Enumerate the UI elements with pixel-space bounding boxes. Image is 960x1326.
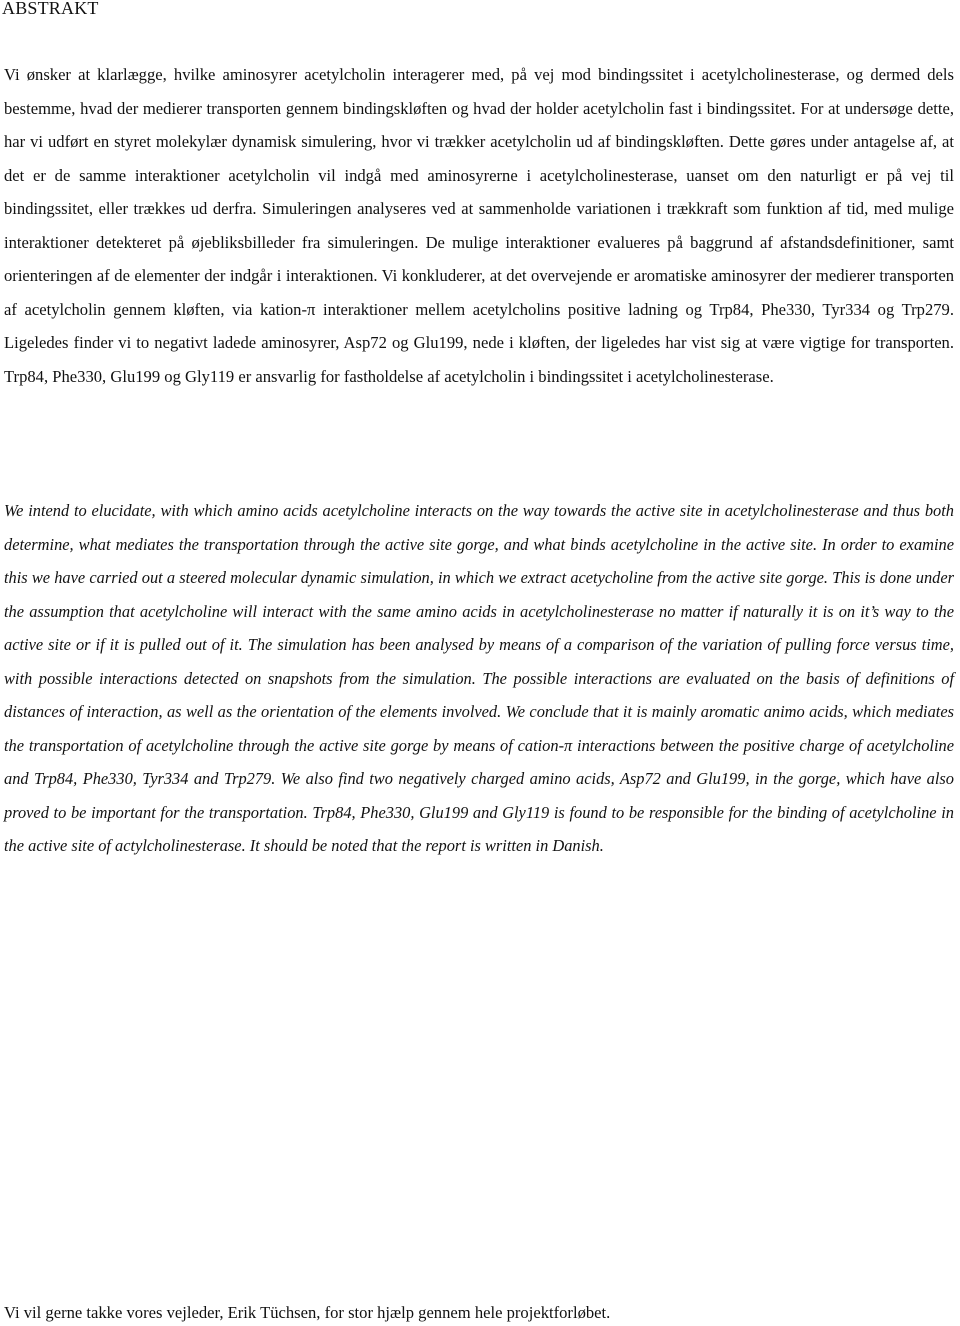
abstract-danish-paragraph: Vi ønsker at klarlægge, hvilke aminosyrer acetylcholin interagerer med, på vej mod bindingssitet i acetylcholinesterase, og dermed dels bestemme, hvad der medierer transporten gennem bindingskløften og hvad der holder acetylcholin fast i bindingssitet. For at undersøge dette, har vi udført en styret molekylær dynamisk simulering, hvor vi trækker acetylcholin ud af bindingskløften. Dette gøres under antagelse af, at det er de samme interaktioner acetylcholin vil indgå med aminosyrerne i acetylcholinesterase, uanset om den naturligt er på vej til bindingssitet, eller trækkes ud derfra. Simuleringen analyseres ved at sammenholde variationen i trækkraft som funktion af tid, med mulige interaktioner detekteret på øjebliksbilleder fra simuleringen. De mulige interaktioner evalueres på baggrund af afstandsdefinitioner, samt orienteringen af de elementer der indgår i interaktionen. Vi konkluderer, at det overvejende er aromatiske aminosyrer der medierer transporten af acetylcholin gennem kløften, via kation-π interaktioner mellem acetylcholins positive ladning og Trp84, Phe330, Tyr334 og Trp279. Ligeledes finder vi to negativt ladede aminosyrer, Asp72 og Glu199, nede i kløften, der ligeledes har vist sig at være vigtige for transporten. Trp84, Phe330, Glu199 og Gly119 er ansvarlig for fastholdelse af acetylcholin i bindingssitet i acetylcholinesterase. (4, 65, 954, 386)
acknowledgement-text: Vi vil gerne takke vores vejleder, Erik Tüchsen, for stor hjælp gennem hele projektforløbet. (4, 1303, 611, 1322)
abstract-heading: ABSTRAKT (2, 0, 99, 18)
abstract-english-paragraph: We intend to elucidate, with which amino acids acetylcholine interacts on the way towards the active site in acetylcholinesterase and thus both determine, what mediates the transportation through the active site gorge, and what binds acetylcholine in the active site. In order to examine this we have carried out a steered molecular dynamic simulation, in which we extract acetycholine from the active site gorge. This is done under the assumption that acetylcholine will interact with the same amino acids in acetylcholinesterase no matter if naturally it is on it’s way to the active site or if it is pulled out of it. The simulation has been analysed by means of a comparison of the variation of pulling force versus time, with possible interactions detected on snapshots from the simulation. The possible interactions are evaluated on the basis of definitions of distances of interaction, as well as the orientation of the elements involved. We conclude that it is mainly aromatic animo acids, which mediates the transportation of acetylcholine through the active site gorge by means of cation-π interactions between the positive charge of acetylcholine and Trp84, Phe330, Tyr334 and Trp279. We also find two negatively charged amino acids, Asp72 and Glu199, in the gorge, which have also proved to be important for the transportation. Trp84, Phe330, Glu199 and Gly119 is found to be responsible for the binding of acetylcholine in the active site of actylcholinesterase. It should be noted that the report is written in Danish. (4, 501, 954, 855)
